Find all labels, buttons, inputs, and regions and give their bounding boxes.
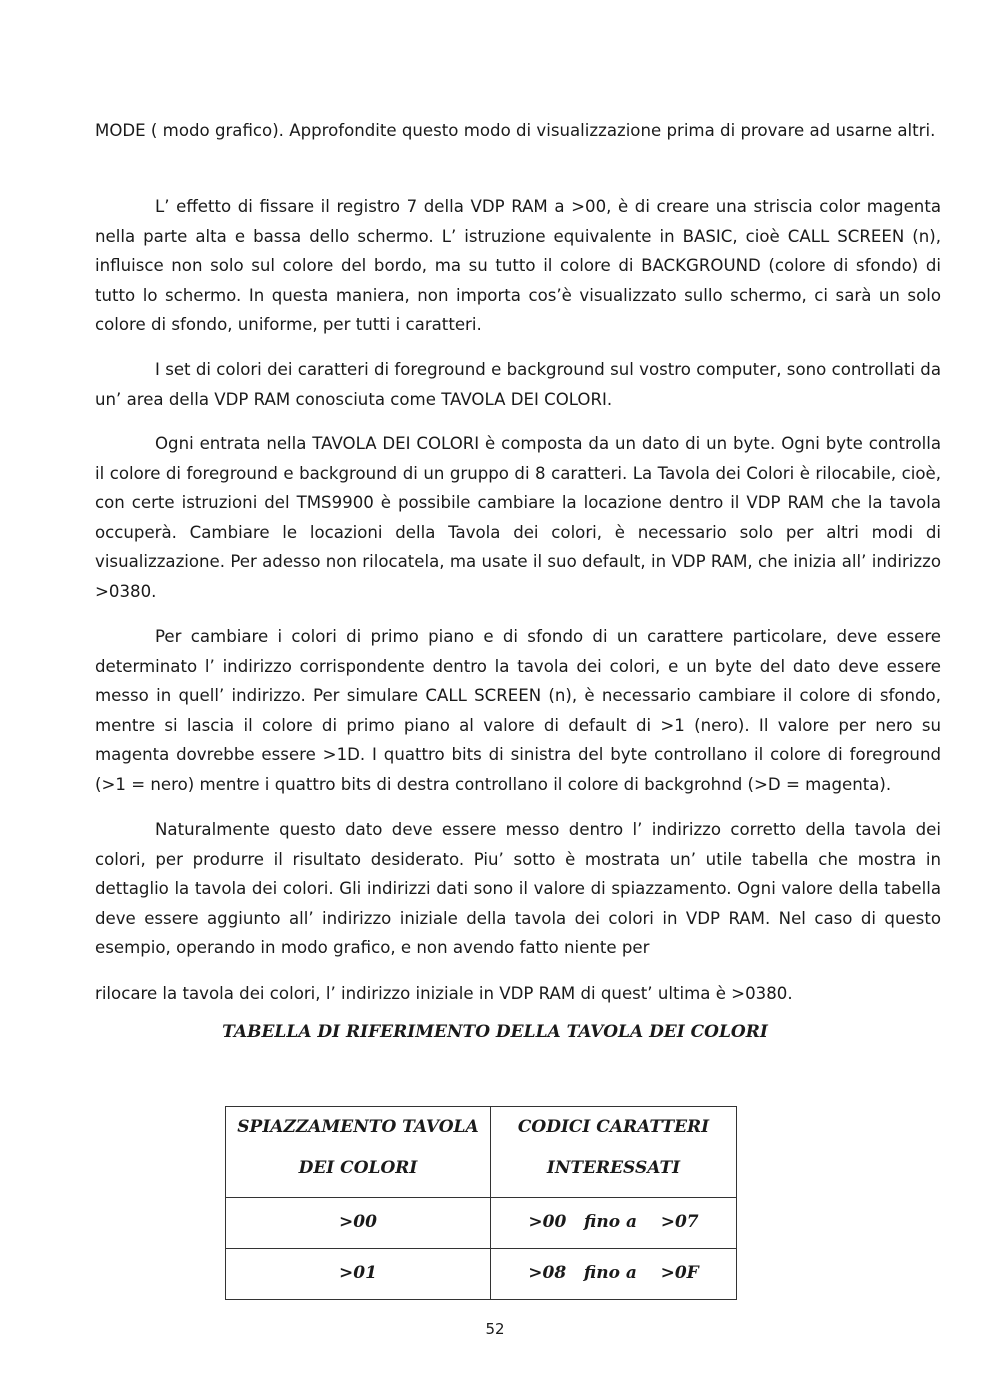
codes-cell [491,1198,737,1249]
table-title: TABELLA DI RIFERIMENTO DELLA TAVOLA DEI COLORI [222,1022,768,1042]
table-row [226,1198,737,1249]
header-cell-codes [491,1107,737,1198]
table-row [226,1249,737,1300]
color-table-reference [225,1106,737,1300]
paragraph-color-table-entries: Ogni entrata nella TAVOLA DEI COLORI è composta da un dato di un byte. Ogni byte controlla il colore di foreground e background di un gruppo di 8 caratteri. La Tavola dei Colori è rilocabile, cioè, con certe istruzioni del TMS9900 è possibile cambiare la locazione dentro il VDP RAM che la tavola occuperà. Cambiare le locazioni della Tavola dei colori, è necessario solo per altri modi di visualizzazione. Per adesso non rilocatela, ma usate il suo default, in VDP RAM, che inizia all’ indirizzo >0380. [95,434,941,601]
paragraph-change-colors: Per cambiare i colori di primo piano e di sfondo di un carattere particolare, deve essere determinato l’ indirizzo corrispondente dentro la tavola dei colori, e un byte del dato deve essere messo in quell’ indirizzo. Per simulare CALL SCREEN (n), è necessario cambiare il colore di sfondo, mentre si lascia il colore di primo piano al valore di default di >1 (nero). Il valore per nero su magenta dovrebbe essere >1D. I quattro bits di sinistra del byte controllano il colore di foreground (>1 = nero) mentre i quattro bits di destra controllano il colore di backgrohnd (>D = magenta). [95,627,941,794]
paragraph-table-description: Naturalmente questo dato deve essere messo dentro l’ indirizzo corretto della tavola dei colori, per produrre il risultato desiderato. Piu’ sotto è mostrata un’ utile tabella che mostra in dettaglio la tavola dei colori. Gli indirizzi dati sono il valore di spiazzamento. Ogni valore della tabella deve essere aggiunto all’ indirizzo iniziale della tavola dei colori in VDP RAM. Nel caso di questo esempio, operando in modo grafico, e non avendo fatto niente per [95,820,941,957]
codes-cell [491,1249,737,1300]
paragraph-color-sets: I set di colori dei caratteri di foreground e background sul vostro computer, sono controllati da un’ area della VDP RAM conosciuta come TAVOLA DEI COLORI. [95,360,941,409]
page-number: 52 [485,1320,505,1338]
offset-value: >00 [339,1212,377,1232]
header-offset-line-2: DEI COLORI [298,1158,418,1178]
header-codes-line-1: CODICI CARATTERI [517,1117,710,1137]
table-header-row [226,1107,737,1198]
header-codes-line-2: INTERESSATI [546,1158,681,1178]
offset-cell [226,1249,491,1300]
header-cell-offset [226,1107,491,1198]
offset-cell [226,1198,491,1249]
offset-value: >01 [339,1263,377,1283]
paragraph-register-7: L’ effetto di fissare il registro 7 della VDP RAM a >00, è di creare una striscia color magenta nella parte alta e bassa dello schermo. L’ istruzione equivalente in BASIC, cioè CALL SCREEN (n), influisce non solo sul colore del bordo, ma su tutto il colore di BACKGROUND (colore di sfondo) di tutto lo schermo. In questa maniera, non importa cos’è visualizzato sullo schermo, ci sarà un solo colore di sfondo, uniforme, per tutti i caratteri. [95,197,941,334]
paragraph-continuation: MODE ( modo grafico). Approfondite questo modo di visualizzazione prima di provare ad usarne altri. [95,121,936,140]
codes-value: >00 fino a >07 [528,1212,699,1232]
header-offset-line-1: SPIAZZAMENTO TAVOLA [237,1117,479,1137]
codes-value: >08 fino a >0F [528,1263,699,1283]
paragraph-relocate: rilocare la tavola dei colori, l’ indirizzo iniziale in VDP RAM di quest’ ultima è >0380. [95,984,793,1003]
